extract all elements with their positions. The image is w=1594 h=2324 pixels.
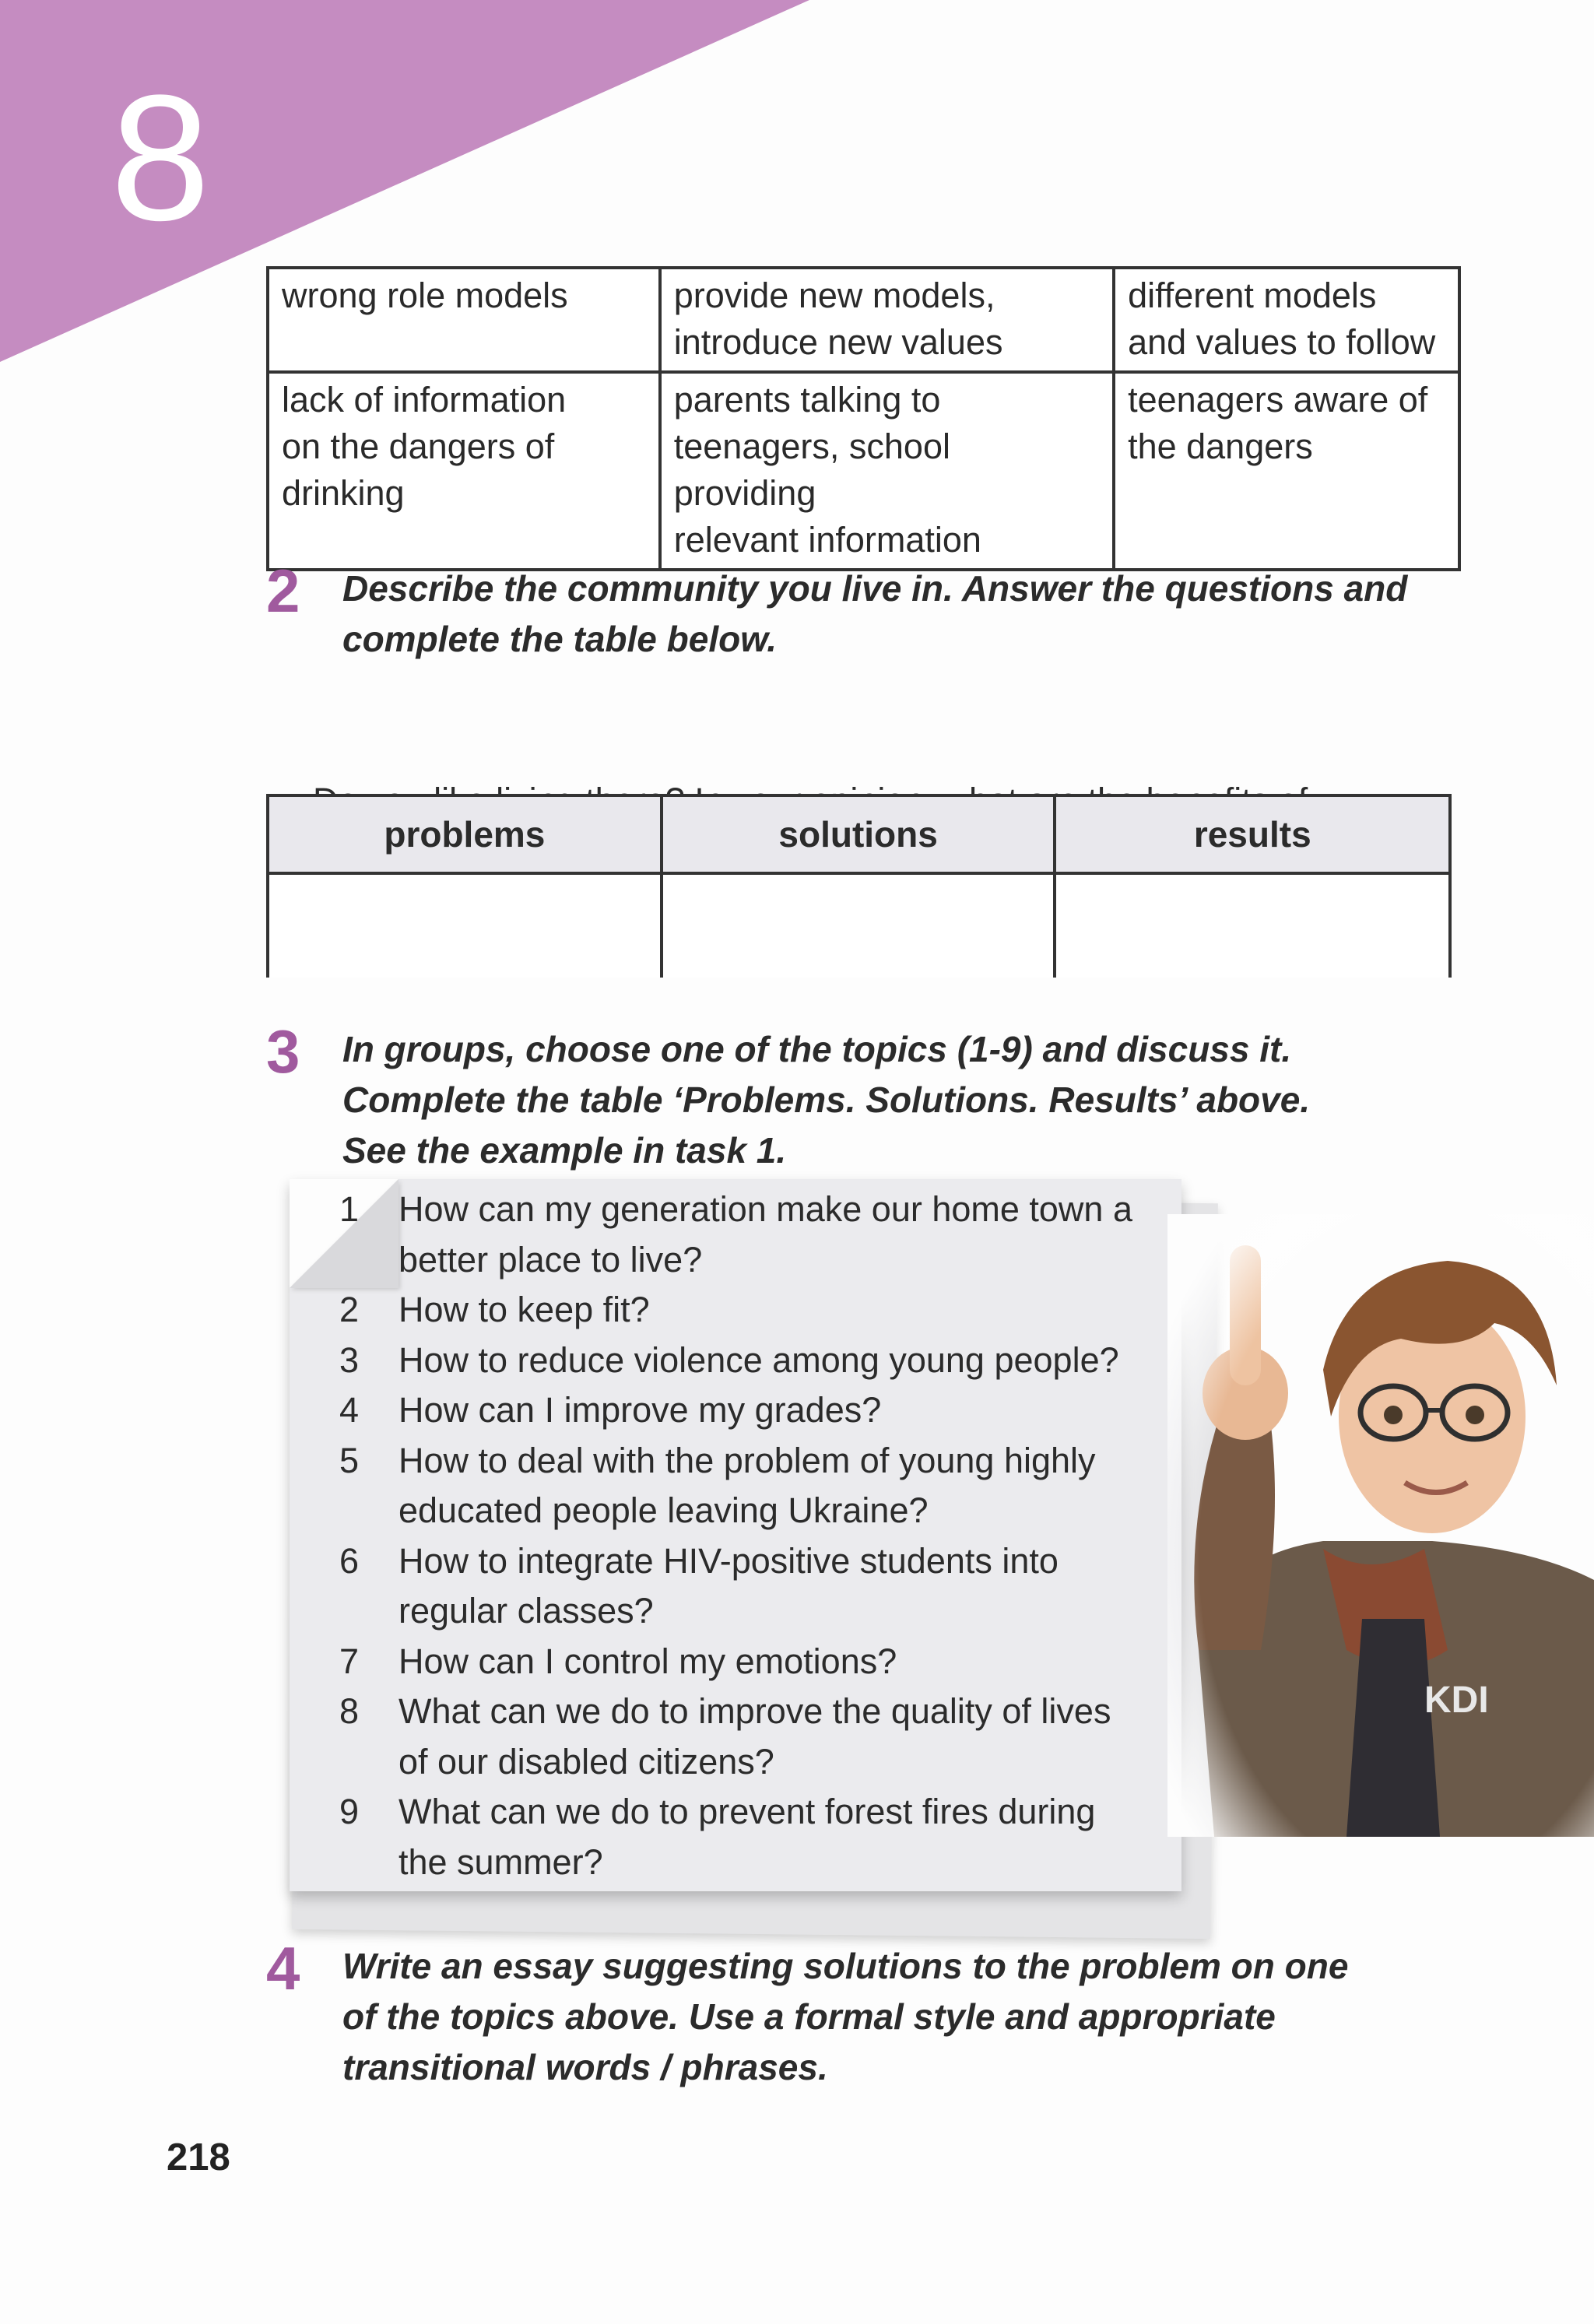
topic-item <box>339 1436 1180 1536</box>
topic-item <box>339 1637 1180 1687</box>
solution-cell <box>660 372 1114 570</box>
topic-line: What can we do to prevent forest fires during <box>398 1792 1096 1831</box>
topic-line: How to deal with the problem of young highly <box>398 1440 1096 1480</box>
task-number-4: 4 <box>266 1934 300 2003</box>
cell-line: relevant information <box>673 520 981 560</box>
topic-item <box>339 1385 1180 1436</box>
task-number-2: 2 <box>266 556 300 625</box>
cell-line: drinking <box>282 473 405 513</box>
topic-question <box>398 1687 1180 1787</box>
task2-instruction <box>342 563 1463 665</box>
table-row <box>268 372 1459 570</box>
unit-number: 8 <box>111 58 210 258</box>
topic-line: How can I improve my grades? <box>398 1390 882 1430</box>
topic-line: How to reduce violence among young people? <box>398 1339 1119 1380</box>
topic-question <box>398 1185 1180 1285</box>
topic-number: 7 <box>339 1641 360 1681</box>
topic-line: educated people leaving Ukraine? <box>398 1490 929 1530</box>
instruction-line: complete the table below. <box>342 619 778 659</box>
column-header-problems: problems <box>268 795 662 873</box>
cell-line: and values to follow <box>1128 322 1436 362</box>
empty-cell[interactable] <box>268 873 662 978</box>
topic-question <box>398 1787 1180 1887</box>
solution-cell <box>660 268 1114 372</box>
topic-line: What can we do to improve the quality of lives <box>398 1691 1111 1731</box>
topic-line: How to keep fit? <box>398 1290 650 1329</box>
instruction-line: Write an essay suggesting solutions to the problem on one <box>342 1946 1349 1986</box>
task3-instruction <box>342 1024 1463 1176</box>
topic-number: 2 <box>339 1290 360 1329</box>
topic-number: 6 <box>339 1540 360 1581</box>
topic-line: How to integrate HIV-positive students into <box>398 1540 1059 1581</box>
cell-line: on the dangers of <box>282 427 555 466</box>
table-row <box>268 268 1459 372</box>
instruction-line: In groups, choose one of the topics (1-9) and discuss it. <box>342 1029 1292 1069</box>
cell-line: teenagers, school providing <box>673 427 950 513</box>
topic-number: 5 <box>339 1440 360 1480</box>
page-number: 218 <box>167 2136 230 2178</box>
instruction-line: of the topics above. Use a formal style and appropriate <box>342 1996 1276 2037</box>
topic-line: How can my generation make our home town a <box>398 1189 1132 1229</box>
problem-cell <box>268 372 660 570</box>
cell-line: provide new models, <box>673 276 995 315</box>
empty-cell[interactable] <box>662 873 1055 978</box>
cell-line: lack of information <box>282 380 567 420</box>
task4-instruction <box>342 1941 1463 2093</box>
topic-question <box>398 1385 1180 1436</box>
cell-line: parents talking to <box>673 380 941 420</box>
topics-list <box>339 1185 1180 1887</box>
topic-number: 4 <box>339 1390 360 1430</box>
topic-number: 8 <box>339 1691 360 1731</box>
empty-cell[interactable] <box>1055 873 1450 978</box>
instruction-line: See the example in task 1. <box>342 1130 787 1171</box>
instruction-line: transitional words / phrases. <box>342 2047 828 2087</box>
task2-table <box>266 794 1452 978</box>
instruction-line: Complete the table ‘Problems. Solutions. Results’ above. <box>342 1080 1311 1120</box>
cell-line: different models <box>1128 276 1377 315</box>
topic-line: better place to live? <box>398 1239 703 1280</box>
topic-number: 9 <box>339 1792 360 1831</box>
topic-question <box>398 1536 1180 1637</box>
cell-line: teenagers aware of <box>1128 380 1428 420</box>
topic-item <box>339 1336 1180 1386</box>
topic-item <box>339 1787 1180 1887</box>
instruction-line: Describe the community you live in. Answer the questions and <box>342 568 1408 609</box>
topic-number: 3 <box>339 1339 360 1380</box>
task1-table <box>266 266 1461 571</box>
topic-number: 1 <box>339 1189 360 1229</box>
cell-line: introduce new values <box>673 322 1003 362</box>
topic-line: How can I control my emotions? <box>398 1641 897 1681</box>
topic-item <box>339 1185 1180 1285</box>
topic-question <box>398 1336 1180 1386</box>
topic-question <box>398 1285 1180 1336</box>
topic-question <box>398 1637 1180 1687</box>
column-header-solutions: solutions <box>662 795 1055 873</box>
topic-item <box>339 1536 1180 1637</box>
result-cell <box>1114 268 1459 372</box>
topic-line: of our disabled citizens? <box>398 1741 774 1782</box>
topic-question <box>398 1436 1180 1536</box>
cell-line: wrong role models <box>282 276 568 315</box>
topic-line: regular classes? <box>398 1591 654 1631</box>
topic-item <box>339 1687 1180 1787</box>
result-cell <box>1114 372 1459 570</box>
teenager-pointing-illustration <box>1167 1214 1594 1837</box>
topic-item <box>339 1285 1180 1336</box>
problem-cell <box>268 268 660 372</box>
task-number-3: 3 <box>266 1017 300 1086</box>
cell-line: the dangers <box>1128 427 1313 466</box>
column-header-results: results <box>1055 795 1450 873</box>
topic-line: the summer? <box>398 1841 603 1882</box>
